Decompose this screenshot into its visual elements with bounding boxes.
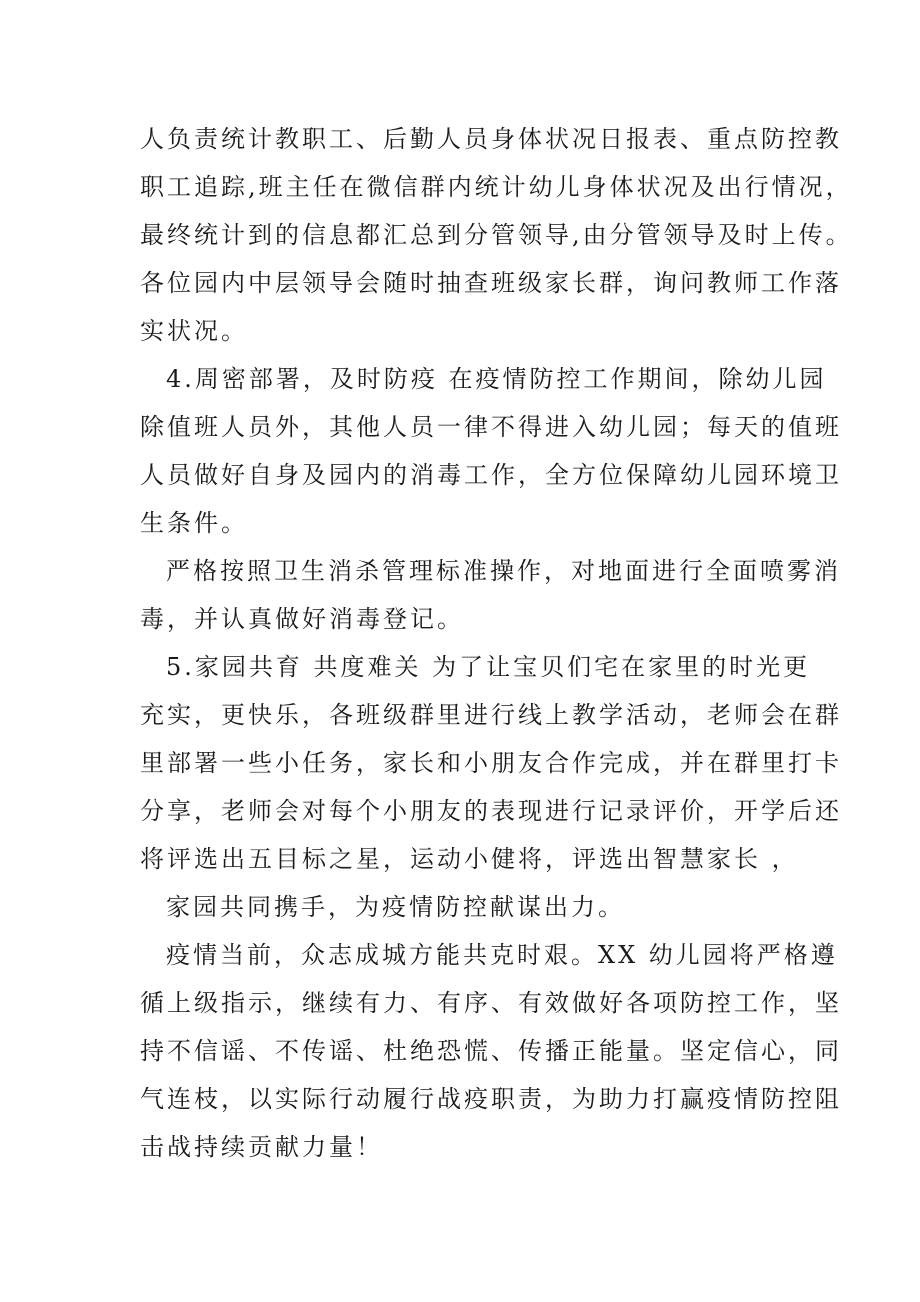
text-line: 毒，并认真做好消毒登记。 [140, 605, 464, 633]
document-body [140, 115, 853, 1171]
text-line: 人员做好自身及园内的消毒工作，全方位保障幼儿园环境卫 [140, 461, 842, 489]
text-line: 人负责统计教职工、后勤人员身体状况日报表、重点防控教 [140, 125, 842, 153]
text-line: 击战持续贡献力量！ [140, 1133, 383, 1161]
text-line: 各位园内中层领导会随时抽查班级家长群，询问教师工作落 [140, 269, 842, 297]
text-line: 分享，老师会对每个小朋友的表现进行记录评价，开学后还 [140, 797, 842, 825]
text-line: 除值班人员外，其他人员一律不得进入幼儿园；每天的值班 [140, 413, 842, 441]
text-line: 最终统计到的信息都汇总到分管领导,由分管领导及时上传。 [140, 221, 853, 249]
text-line: 气连枝，以实际行动履行战疫职责，为助力打赢疫情防控阻 [140, 1085, 842, 1113]
section-heading-line: 5.家园共育 共度难关 为了让宝贝们宅在家里的时光更 [166, 653, 811, 681]
text-line: 循上级指示，继续有力、有序、有效做好各项防控工作，坚 [140, 989, 842, 1017]
text-line: 将评选出五目标之星，运动小健将，评选出智慧家长 ， [140, 845, 799, 873]
text-line: 里部署一些小任务，家长和小朋友合作完成，并在群里打卡 [140, 749, 842, 777]
paragraph-start-line: 疫情当前，众志成城方能共克时艰。XX 幼儿园将严格遵 [166, 941, 838, 969]
paragraph-start-line: 家园共同携手，为疫情防控献谋出力。 [166, 893, 625, 921]
section-heading-line: 4.周密部署，及时防疫 在疫情防控工作期间，除幼儿园 [166, 365, 827, 393]
text-line: 持不信谣、不传谣、杜绝恐慌、传播正能量。坚定信心，同 [140, 1037, 842, 1065]
paragraph-start-line: 严格按照卫生消杀管理标准操作，对地面进行全面喷雾消 [166, 557, 841, 585]
text-line: 生条件。 [140, 509, 248, 537]
text-line: 职工追踪,班主任在微信群内统计幼儿身体状况及出行情况， [140, 173, 853, 201]
text-line: 实状况。 [140, 317, 248, 345]
text-line: 充实，更快乐，各班级群里进行线上教学活动，老师会在群 [140, 701, 842, 729]
